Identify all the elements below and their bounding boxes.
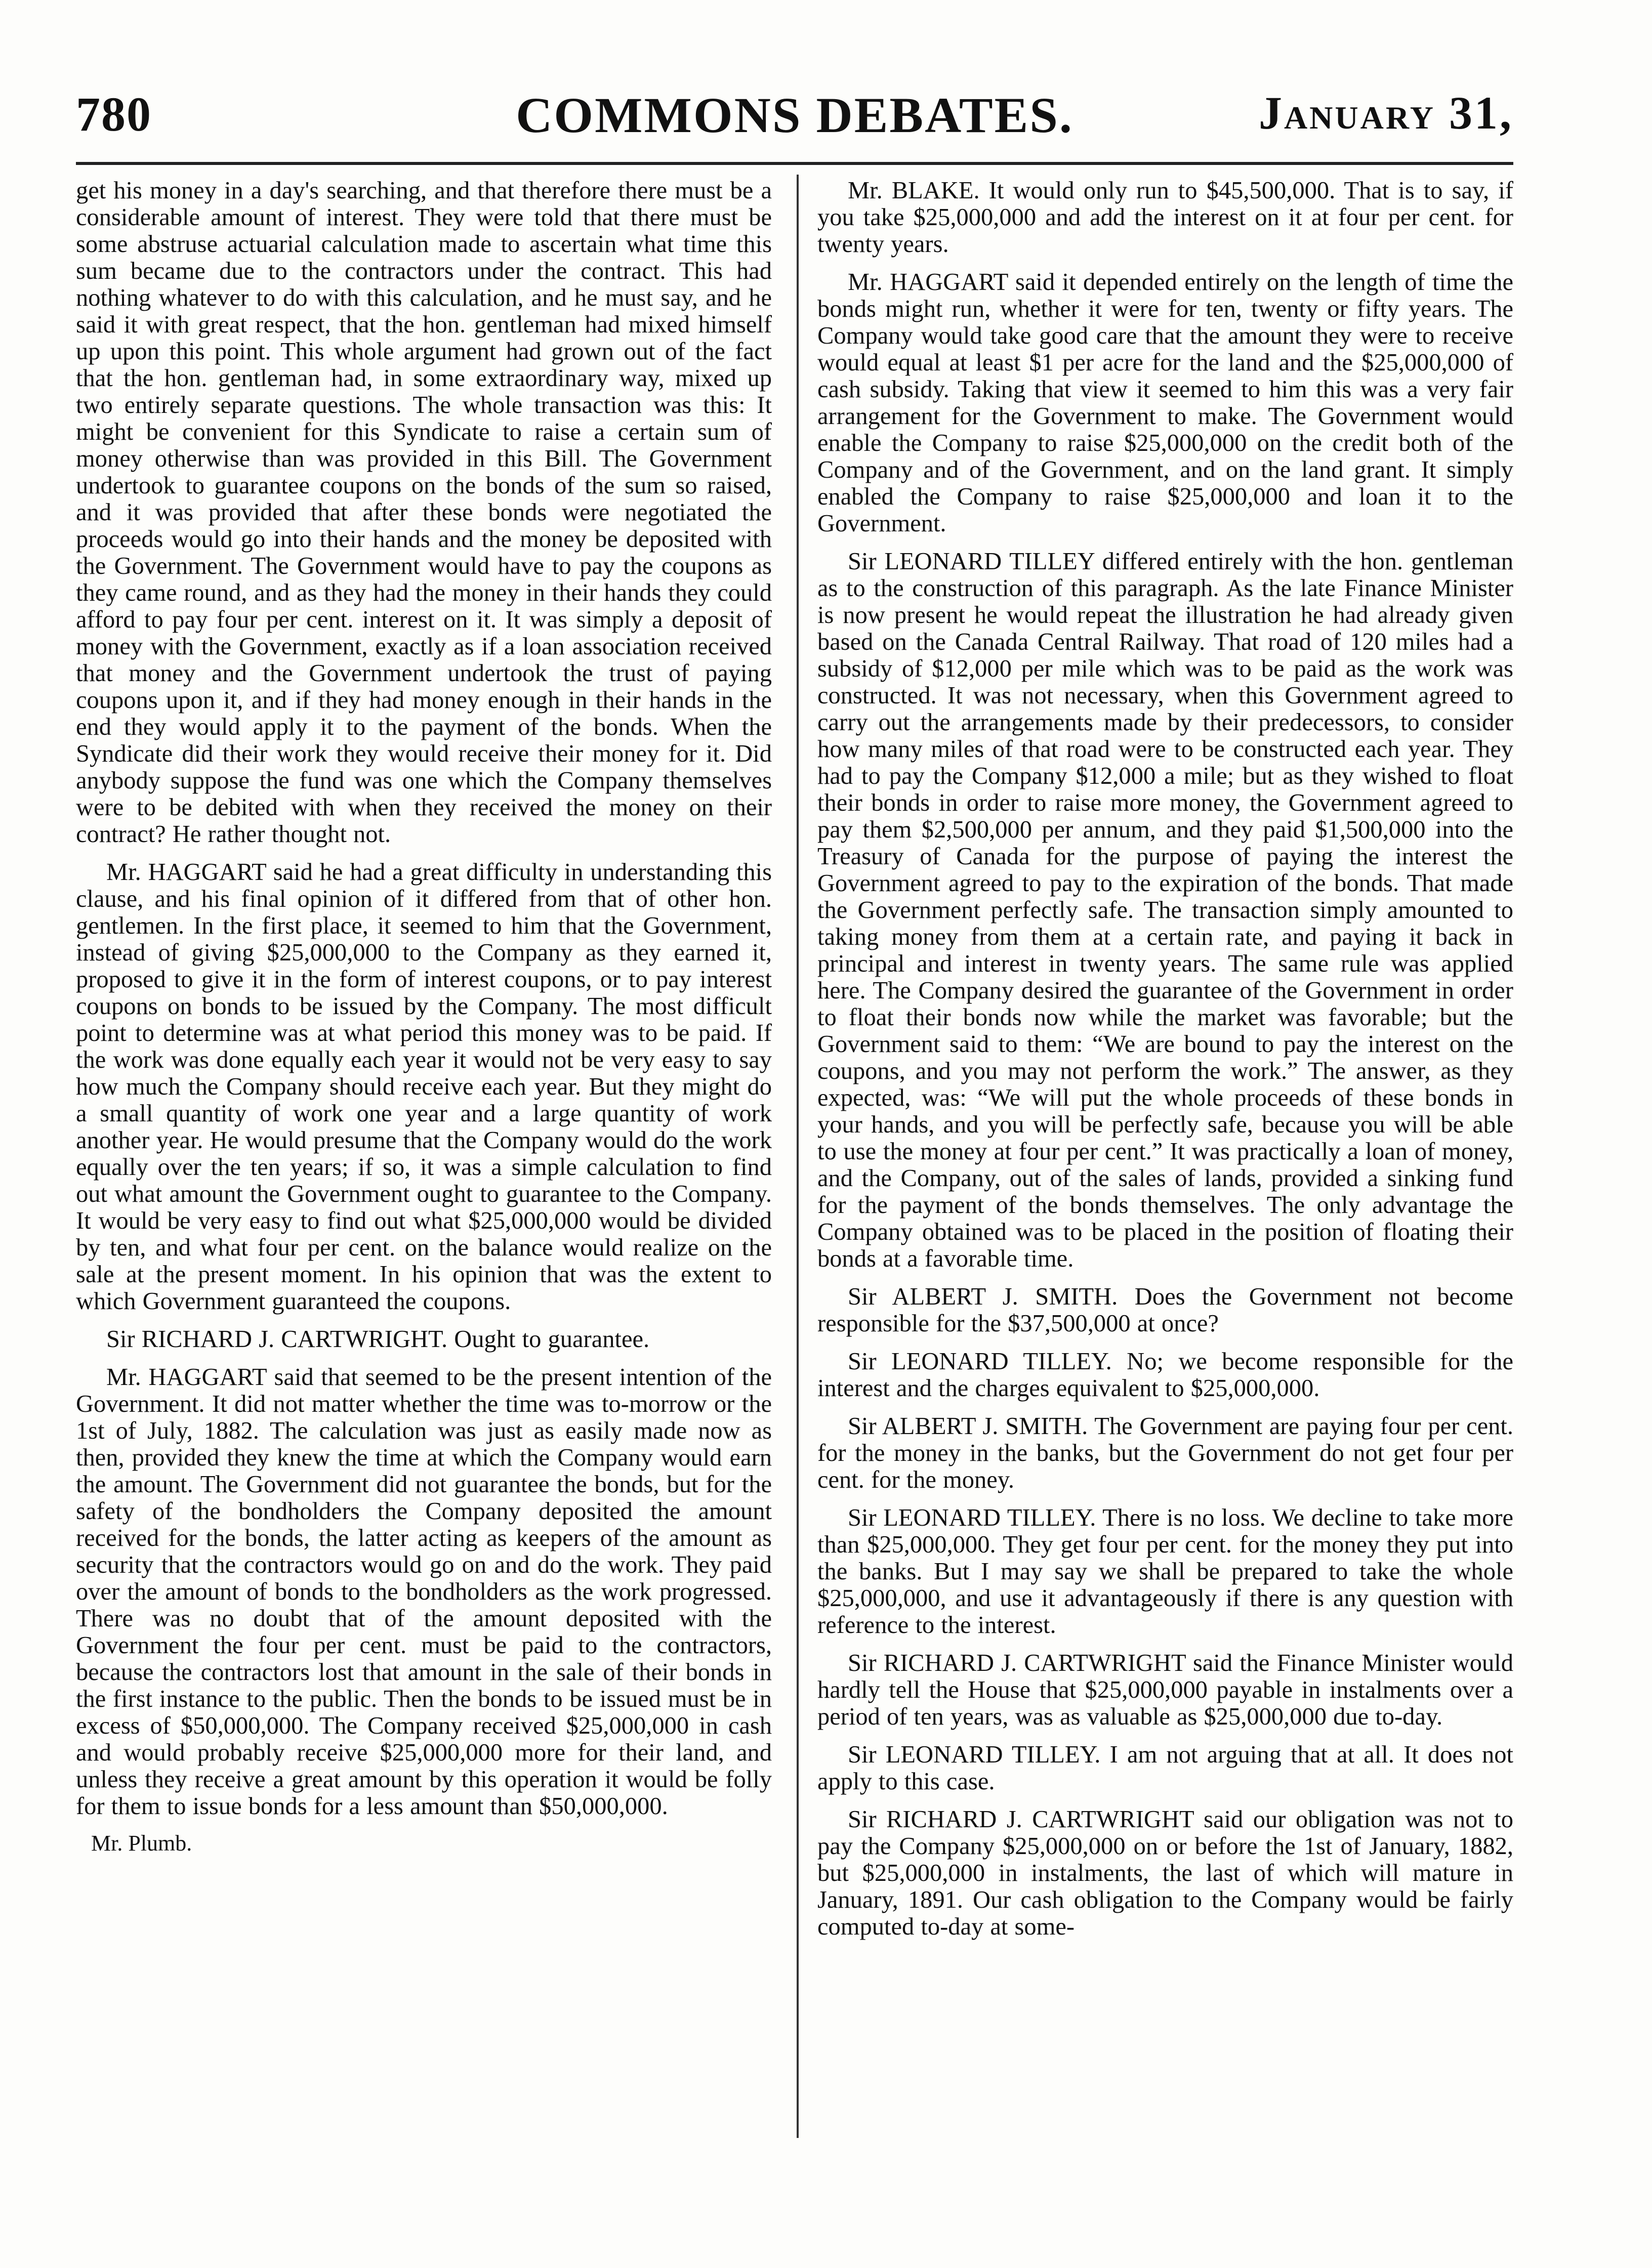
paragraph: Sir RICHARD J. CARTWRIGHT said our obligation was not to pay the Company $25,000,000 on or before the 1st of January, 1882, but $25,000,000 in instalments, the last of which will mature in January, 1891. Our cash obligation to the Company would be fairly computed to-day at some-: [817, 1806, 1513, 1940]
right-column: [817, 177, 1513, 2161]
page-header: [76, 86, 1513, 147]
paragraph: Sir LEONARD TILLEY. No; we become responsible for the interest and the charges equivalent to $25,000,000.: [817, 1348, 1513, 1402]
header-rule: [76, 162, 1513, 165]
paragraph: Mr. HAGGART said that seemed to be the present intention of the Government. It did not matter whether the time was to-morrow or the 1st of July, 1882. The calculation was just as easily made now as then, provided they knew the time at which the Company would earn the amount. The Government did not guarantee the bonds, but for the safety of the bondholders the Company deposited the amount received for the bonds, the latter acting as keepers of the amount as security that the contractors would go on and do the work. They paid over the amount of bonds to the bondholders as the work progressed. There was no doubt that of the amount deposited with the Government the four per cent. must be paid to the contractors, because the contractors lost that amount in the sale of their bonds in the first instance to the public. Then the bonds to be issued must be in excess of $50,000,000. The Company received $25,000,000 in cash and would probably receive $25,000,000 more for their land, and unless they receive a great amount by this operation it would be folly for them to issue bonds for a less amount than $50,000,000.: [76, 1364, 772, 1820]
paragraph: Mr. HAGGART said it depended entirely on the length of time the bonds might run, whether it were for ten, twenty or fifty years. The Company would take good care that the amount they were to receive would equal at least $1 per acre for the land and the $25,000,000 of cash subsidy. Taking that view it seemed to him this was a very fair arrangement for the Government to make. The Government would enable the Company to raise $25,000,000 on the credit both of the Company and of the Government, and on the land grant. It simply enabled the Company to raise $25,000,000 and loan it to the Government.: [817, 269, 1513, 537]
left-column: [76, 177, 772, 2161]
paragraph: Mr. HAGGART said he had a great difficulty in understanding this clause, and his final opinion of it differed from that of other hon. gentlemen. In the first place, it seemed to him that the Government, instead of giving $25,000,000 to the Company as they earned it, proposed to give it in the form of interest coupons, or to pay interest coupons on bonds to be issued by the Company. The most difficult point to determine was at what period this money was to be paid. If the work was done equally each year it would not be very easy to say how much the Company should receive each year. But they might do a small quantity of work one year and a large quantity of work another year. He would presume that the Company would do the work equally over the ten years; if so, it was a simple calculation to find out what amount the Government ought to guarantee to the Company. It would be very easy to find out what $25,000,000 would be divided by ten, and what four per cent. on the balance would realize on the sale at the present moment. In his opinion that was the extent to which Government guaranteed the coupons.: [76, 859, 772, 1315]
page-date: January 31,: [1258, 87, 1513, 139]
paragraph: Sir LEONARD TILLEY. There is no loss. We decline to take more than $25,000,000. They get four per cent. for the money they put into the banks. But I may say we shall be prepared to take the whole $25,000,000, and use it advantageously if there is any question with reference to the interest.: [817, 1504, 1513, 1639]
paragraph: get his money in a day's searching, and that therefore there must be a considerable amount of interest. They were told that there must be some abstruse actuarial calculation made to ascertain what time this sum became due to the contractors under the contract. This had nothing whatever to do with this calculation, and he must say, and he said it with great respect, that the hon. gentleman had mixed himself up upon this point. This whole argument had grown out of the fact that the hon. gentleman had, in some extraordinary way, mixed up two entirely separate questions. The whole transaction was this: It might be convenient for this Syndicate to raise a certain sum of money otherwise than was provided in this Bill. The Government undertook to guarantee coupons on the bonds of the sum so raised, and it was provided that after these bonds were negotiated the proceeds would go into their hands and the money be deposited with the Government. The Government would have to pay the coupons as they came round, and as they had the money in their hands they could afford to pay four per cent. interest on it. It was simply a deposit of money with the Government, exactly as if a loan association received that money and the Government undertook the trust of paying coupons upon it, and if they had money enough in their hands in the end they would apply it to the payment of the bonds. When the Syndicate did their work they would receive their money for it. Did anybody suppose the fund was one which the Company themselves were to be debited with when they received the money on their contract? He rather thought not.: [76, 177, 772, 848]
paragraph: Sir ALBERT J. SMITH. The Government are paying four per cent. for the money in the banks, but the Government do not get four per cent. for the money.: [817, 1413, 1513, 1493]
column-divider: [797, 175, 799, 2138]
paragraph: Sir RICHARD J. CARTWRIGHT said the Finance Minister would hardly tell the House that $25,000,000 payable in instalments over a period of ten years, was as valuable as $25,000,000 due to-day.: [817, 1650, 1513, 1730]
page-number: 780: [76, 87, 152, 141]
paragraph: Sir LEONARD TILLEY differed entirely with the hon. gentleman as to the construction of this paragraph. As the late Finance Minister is now present he would repeat the illustration he had already given based on the Canada Central Railway. That road of 120 miles had a subsidy of $12,000 per mile which was to be paid as the work was constructed. It was not necessary, when this Government agreed to carry out the arrangements made by their predecessors, to consider how many miles of that road were to be constructed each year. They had to pay the Company $12,000 a mile; but as they wished to float their bonds in order to raise more money, the Government agreed to pay them $2,500,000 per annum, and they paid $1,500,000 into the Treasury of Canada for the purpose of paying the interest the Government agreed to pay to the expiration of the bonds. That made the Government perfectly safe. The transaction simply amounted to taking money from them at a certain rate, and paying it back in principal and interest in twenty years. The same rule was applied here. The Company desired the guarantee of the Government in order to float their bonds now while the market was favorable; but the Government said to them: “We are bound to pay the interest on the coupons, and you may not perform the work.” The answer, as they expected, was: “We will put the whole proceeds of these bonds in your hands, and you will be perfectly safe, because you will be able to use the money at four per cent.” It was practically a loan of money, and the Company, out of the sales of lands, provided a sinking fund for the payment of the bonds themselves. The only advantage the Company obtained was to be placed in the position of floating their bonds at a favorable time.: [817, 548, 1513, 1272]
paragraph: Sir LEONARD TILLEY. I am not arguing that at all. It does not apply to this case.: [817, 1741, 1513, 1795]
paragraph: Sir RICHARD J. CARTWRIGHT. Ought to guarantee.: [106, 1326, 650, 1353]
paragraph: Sir ALBERT J. SMITH. Does the Government not become responsible for the $37,500,000 at once?: [817, 1283, 1513, 1337]
journal-title: COMMONS DEBATES.: [516, 87, 1073, 143]
paragraph: Mr. BLAKE. It would only run to $45,500,000. That is to say, if you take $25,000,000 and add the interest on it at four per cent. for twenty years.: [817, 177, 1513, 258]
page-signature: Mr. Plumb.: [91, 1831, 192, 1856]
